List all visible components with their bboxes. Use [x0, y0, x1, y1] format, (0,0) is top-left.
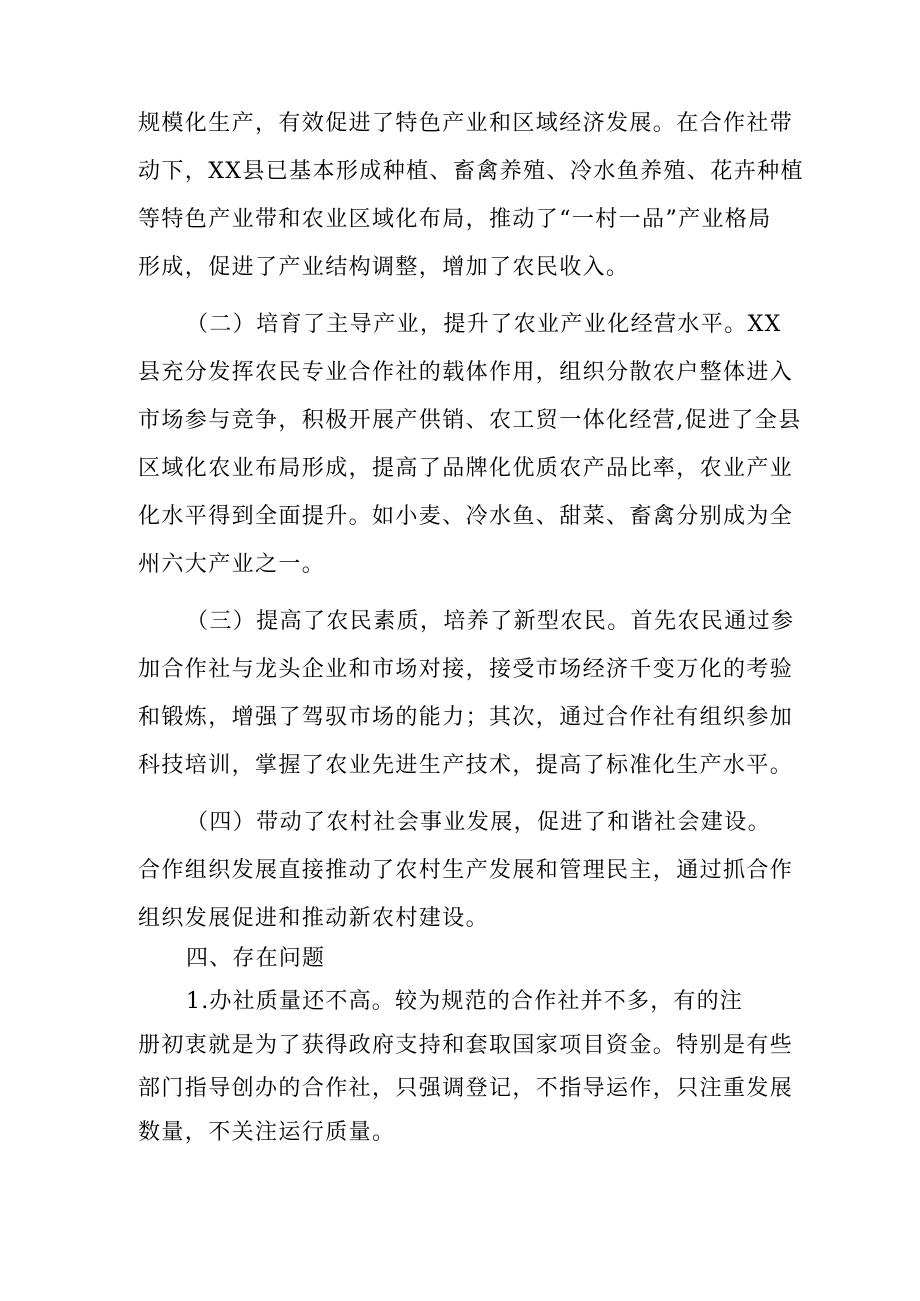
paragraph-2-line-2: 县充分发挥农民专业合作社的载体作用，组织分散农户整体进入: [138, 360, 794, 385]
paragraph-2-line-4: 区域化农业布局形成，提高了品牌化优质农产品比率，农业产业: [138, 456, 794, 481]
paragraph-1-line-4: 形成，促进了产业结构调整，增加了农民收入。: [138, 255, 630, 280]
paragraph-4-line-2: 合作组织发展直接推动了农村生产发展和管理民主，通过抓合作: [138, 858, 794, 883]
paragraph-5-line-3: 部门指导创办的合作社，只强调登记，不指导运作，只注重发展: [138, 1076, 794, 1101]
paragraph-5-line-4: 数量，不关注运行质量。: [138, 1120, 396, 1145]
paragraph-2-line-6: 州六大产业之一。: [138, 552, 326, 577]
paragraph-4-line-3: 组织发展促进和推动新农村建设。: [138, 906, 490, 931]
paragraph-5-line-1: 1.办社质量还不高。较为规范的合作社并不多，有的注: [186, 989, 743, 1014]
paragraph-1-line-3: 等特色产业带和农业区域化布局，推动了“一村一品”产业格局: [138, 207, 772, 232]
section-heading: 四、存在问题: [186, 946, 326, 971]
paragraph-3-line-3: 和锻炼，增强了驾驭市场的能力；其次，通过合作社有组织参加: [138, 705, 794, 730]
paragraph-3-line-2: 加合作社与龙头企业和市场对接，接受市场经济千变万化的考验: [138, 657, 794, 682]
paragraph-4-line-1: （四）带动了农村社会事业发展，促进了和谐社会建设。: [186, 810, 772, 835]
paragraph-5-line-2: 册初衷就是为了获得政府支持和套取国家项目资金。特别是有些: [138, 1033, 794, 1058]
paragraph-1-line-1: 规模化生产，有效促进了特色产业和区域经济发展。在合作社带: [138, 111, 794, 136]
paragraph-1-line-2: 动下，XX县已基本形成种植、畜禽养殖、冷水鱼养殖、花卉种植: [138, 159, 804, 184]
paragraph-3-line-1: （三）提高了农民素质，培养了新型农民。首先农民通过参: [186, 609, 795, 634]
paragraph-2-line-3: 市场参与竞争，积极开展产供销、农工贸一体化经营,促进了全县: [138, 408, 802, 433]
paragraph-2-line-1: （二）培育了主导产业，提升了农业产业化经营水平。XX: [186, 312, 782, 337]
paragraph-2-line-5: 化水平得到全面提升。如小麦、冷水鱼、甜菜、畜禽分别成为全: [138, 504, 794, 529]
paragraph-3-line-4: 科技培训，掌握了农业先进生产技术，提高了标准化生产水平。: [138, 753, 794, 778]
